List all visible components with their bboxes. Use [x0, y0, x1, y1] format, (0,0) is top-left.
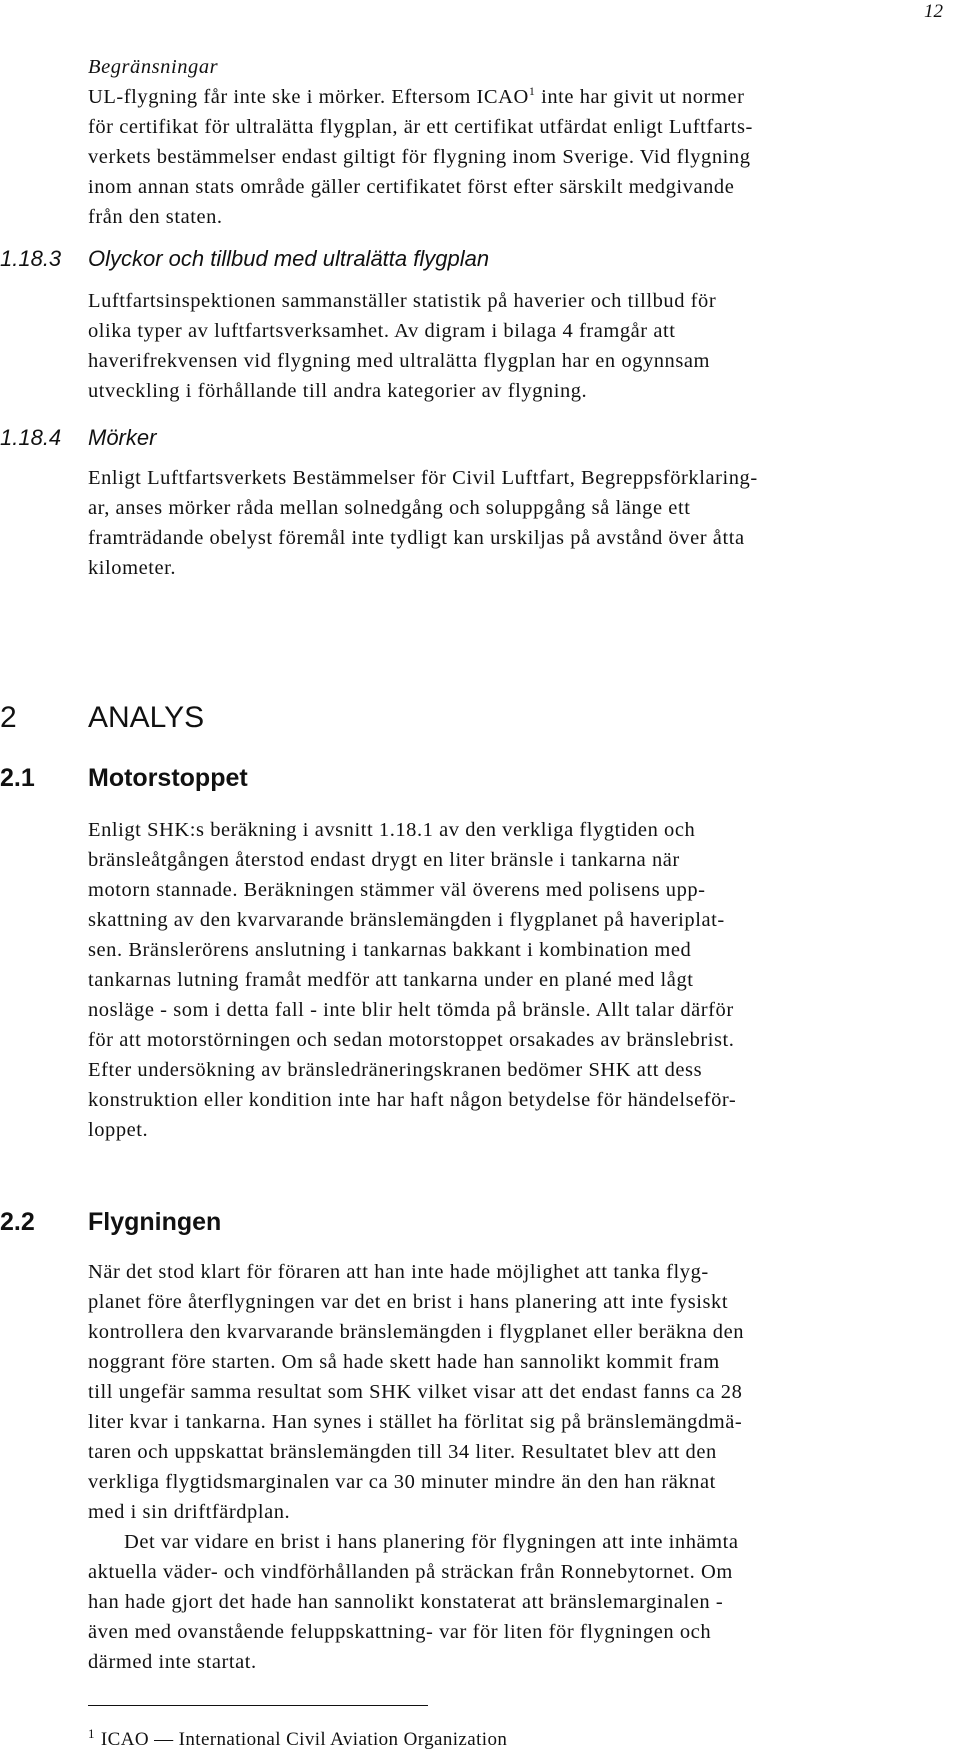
footnote: [88, 1728, 507, 1752]
text-line: skattning av den kvarvarande bränslemängden i flygplanet på haveriplat-: [88, 909, 725, 931]
text-fragment: UL-flygning får inte ske i mörker. Eftersom ICAO: [88, 86, 529, 108]
text-line: för certifikat för ultralätta flygplan, är ett certifikat utfärdat enligt Luftfarts-: [88, 116, 753, 138]
text-line: bränsleåtgången återstod endast drygt en liter bränsle i tankarna när: [88, 849, 680, 871]
section-2-2-body: [88, 1257, 960, 1677]
text-line: Efter undersökning av bränsledräneringskranen bedömer SHK att dess: [88, 1059, 703, 1081]
section-2-1-body: [88, 815, 960, 1145]
text-line: loppet.: [88, 1119, 149, 1141]
section-number: 1.18.3: [0, 246, 62, 271]
text-line: kilometer.: [88, 557, 177, 579]
text-line: konstruktion eller kondition inte har haft någon betydelse för händelseför-: [88, 1089, 737, 1111]
text-line: för att motorstörningen och sedan motorstoppet orsakades av bränslebrist.: [88, 1029, 735, 1051]
text-line: framträdande obelyst föremål inte tydligt kan urskiljas på avstånd över åtta: [88, 527, 745, 549]
section-number: 2: [0, 701, 17, 734]
text-line: nosläge - som i detta fall - inte blir helt tömda på bränsle. Allt talar därför: [88, 999, 734, 1021]
section-title: Mörker: [88, 425, 157, 450]
footnote-marker: 1: [88, 1726, 95, 1741]
section-1-18-4-heading: [0, 423, 156, 453]
text-line: olika typer av luftfartsverksamhet. Av digram i bilaga 4 framgår att: [88, 320, 676, 342]
text-fragment: inte har givit ut normer: [535, 86, 745, 108]
section-title: ANALYS: [88, 701, 205, 734]
text-line: motorn stannade. Beräkningen stämmer väl överens med polisens upp-: [88, 879, 706, 901]
text-line: verkliga flygtidsmarginalen var ca 30 minuter mindre än den han räknat: [88, 1471, 716, 1493]
restrictions-section: [88, 52, 960, 232]
section-title: Olyckor och tillbud med ultralätta flygplan: [88, 246, 490, 271]
text-line: även med ovanstående feluppskattning- var för liten för flygningen och: [88, 1621, 712, 1643]
text-line: till ungefär samma resultat som SHK vilket visar att det endast fanns ca 28: [88, 1381, 743, 1403]
footnote-ref: 1: [528, 84, 536, 98]
text-line: planet före återflygningen var det en brist i hans planering att inte fysiskt: [88, 1291, 729, 1313]
section-1-18-4-body: [88, 463, 960, 583]
text-line: taren och uppskattat bränslemängden till 34 liter. Resultatet blev att den: [88, 1441, 717, 1463]
text-line: han hade gjort det hade han sannolikt konstaterat att bränslemarginalen -: [88, 1591, 724, 1613]
section-title: Motorstoppet: [88, 764, 248, 792]
page-number: 12: [924, 1, 943, 22]
text-line: med i sin driftfärdplan.: [88, 1501, 291, 1523]
text-line: Det var vidare en brist i hans planering för flygningen att inte inhämta: [124, 1531, 739, 1553]
footnote-divider: [88, 1705, 428, 1706]
text-line: tankarnas lutning framåt medför att tankarna under en plané med lågt: [88, 969, 694, 991]
text-line: Enligt Luftfartsverkets Bestämmelser för Civil Luftfart, Begreppsförklaring-: [88, 467, 758, 489]
section-2-2-heading: [0, 1206, 221, 1238]
restrictions-title: Begränsningar: [88, 56, 219, 78]
section-2-1-heading: [0, 762, 248, 794]
text-line: Luftfartsinspektionen sammanställer statistik på haverier och tillbud för: [88, 290, 717, 312]
text-line: liter kvar i tankarna. Han synes i stället ha förlitat sig på bränslemängdmä-: [88, 1411, 743, 1433]
section-1-18-3-heading: [0, 244, 489, 274]
text-line: haverifrekvensen vid flygning med ultralätta flygplan har en ogynnsam: [88, 350, 711, 372]
section-number: 1.18.4: [0, 425, 62, 450]
text-line: därmed inte startat.: [88, 1651, 257, 1673]
section-number: 2.1: [0, 764, 35, 792]
text-line: noggrant före starten. Om så hade skett hade han sannolikt kommit fram: [88, 1351, 720, 1373]
section-1-18-3-body: [88, 286, 960, 406]
text-line: från den staten.: [88, 206, 223, 228]
text-line: aktuella väder- och vindförhållanden på sträckan från Ronnebytornet. Om: [88, 1561, 733, 1583]
text-line: inom annan stats område gäller certifikatet först efter särskilt medgivande: [88, 176, 735, 198]
footnote-text: ICAO — International Civil Aviation Organization: [100, 1729, 508, 1750]
text-line: kontrollera den kvarvarande bränslemängden i flygplanet eller beräkna den: [88, 1321, 745, 1343]
section-title: Flygningen: [88, 1208, 222, 1236]
text-line: verkets bestämmelser endast giltigt för flygning inom Sverige. Vid flygning: [88, 146, 751, 168]
text-line: När det stod klart för föraren att han inte hade möjlighet att tanka flyg-: [88, 1261, 709, 1283]
text-line: [88, 82, 960, 112]
text-line: sen. Bränslerörens anslutning i tankarnas bakkant i kombination med: [88, 939, 692, 961]
text-line: Enligt SHK:s beräkning i avsnitt 1.18.1 av den verkliga flygtiden och: [88, 819, 696, 841]
text-line: utveckling i förhållande till andra kategorier av flygning.: [88, 380, 588, 402]
section-2-heading: [0, 700, 204, 736]
text-line: ar, anses mörker råda mellan solnedgång och soluppgång så länge ett: [88, 497, 691, 519]
section-number: 2.2: [0, 1208, 35, 1236]
